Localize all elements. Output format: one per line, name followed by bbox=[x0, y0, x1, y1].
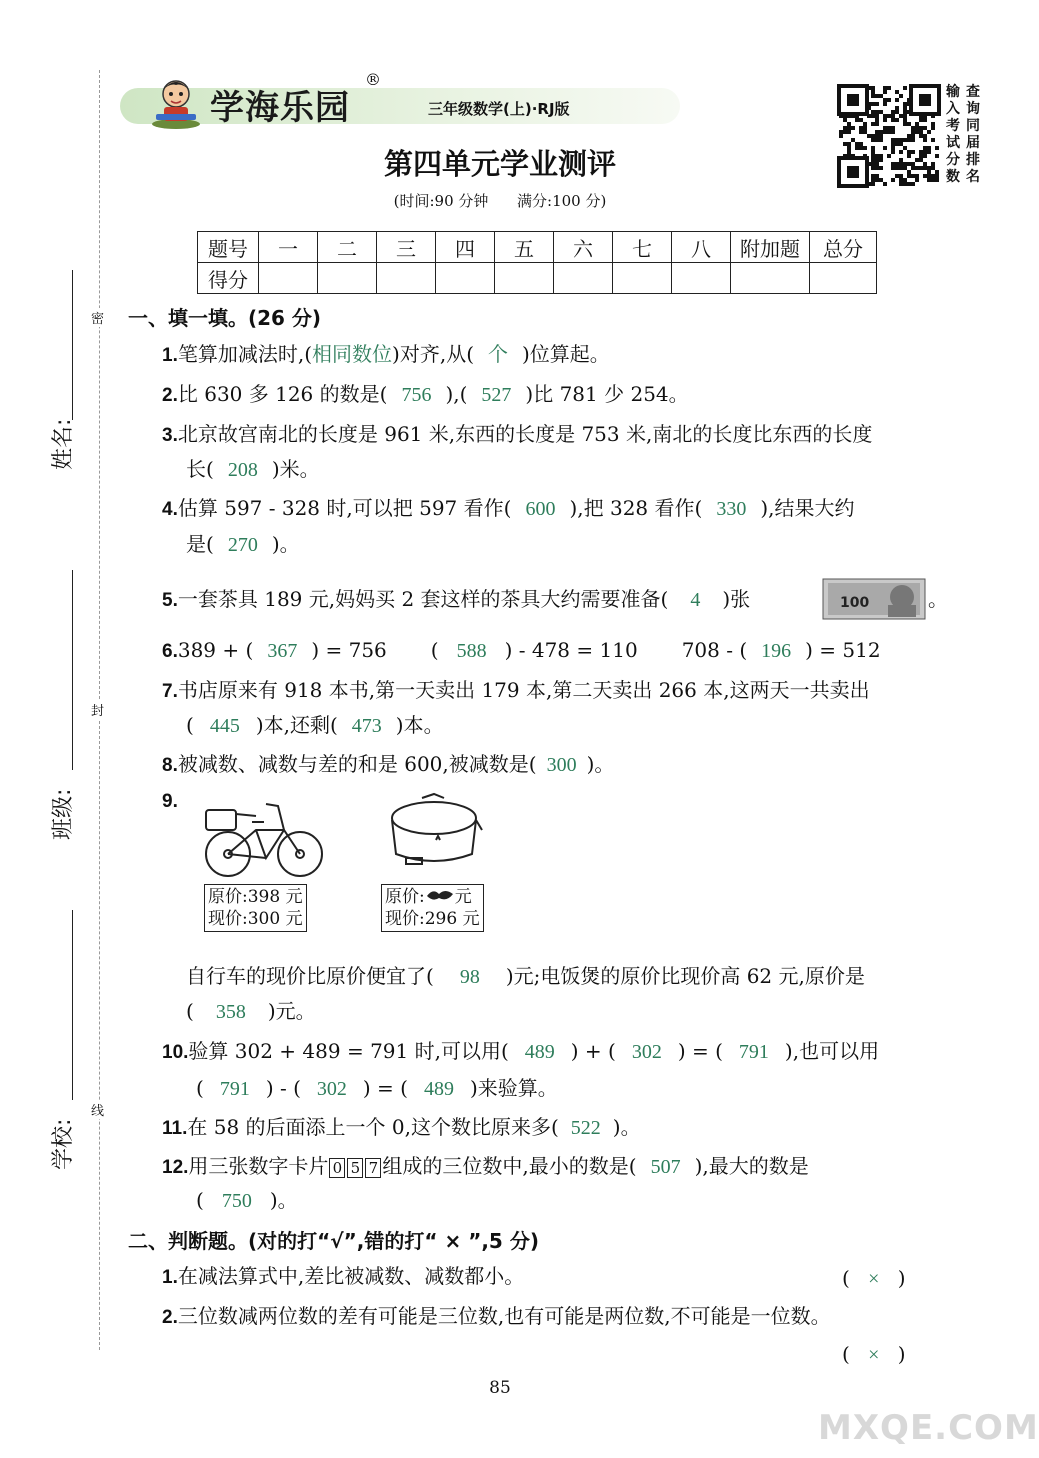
question-text: ) = 512 bbox=[805, 638, 881, 662]
answer[interactable]: 527 bbox=[481, 384, 512, 406]
score-input-cell[interactable] bbox=[672, 263, 731, 294]
judge-question-1 bbox=[162, 1262, 524, 1292]
question-3-line2 bbox=[186, 455, 320, 484]
score-input-cell[interactable] bbox=[377, 263, 436, 294]
seal-mark: 封 bbox=[91, 700, 104, 719]
question-text: 389 + ( bbox=[177, 638, 254, 662]
banknote-icon bbox=[822, 577, 926, 621]
question-text: )本。 bbox=[395, 713, 444, 737]
question-text: 一套茶具 189 元,妈妈买 2 套这样的茶具大约需要准备( bbox=[177, 587, 669, 611]
score-table-header-row bbox=[198, 232, 877, 263]
digit-card: 7 bbox=[365, 1158, 381, 1178]
current-price: 现价:300 元 bbox=[208, 909, 303, 929]
question-2 bbox=[162, 380, 689, 410]
question-number: 1. bbox=[162, 1267, 178, 1288]
question-text: )对齐,从( bbox=[392, 342, 474, 366]
school-field[interactable] bbox=[72, 910, 74, 1100]
question-12 bbox=[162, 1152, 809, 1182]
question-number: 10. bbox=[162, 1042, 189, 1063]
question-text: )元;电饭煲的原价比现价高 62 元,原价是 bbox=[505, 964, 865, 988]
table-cell: 总分 bbox=[810, 232, 877, 263]
header-banner bbox=[120, 88, 680, 124]
price-label: 原价: bbox=[385, 887, 425, 907]
question-text: )元。 bbox=[267, 999, 316, 1023]
answer[interactable]: 相同数位 bbox=[312, 344, 393, 366]
question-text: 笔算加减法时,( bbox=[177, 342, 313, 366]
score-table-score-row bbox=[198, 263, 877, 294]
question-text: ( bbox=[430, 638, 439, 662]
qr-char: 考 bbox=[946, 118, 960, 134]
table-cell: 八 bbox=[672, 232, 731, 263]
question-text: ) = ( bbox=[362, 1076, 408, 1100]
question-text: 用三张数字卡片 bbox=[188, 1154, 329, 1178]
question-text: )本,还剩( bbox=[255, 713, 338, 737]
question-5-end: 。 bbox=[928, 587, 948, 611]
question-text: ) - 478 = 110 bbox=[504, 638, 638, 662]
original-price: 原价:398 元 bbox=[208, 887, 303, 907]
answer[interactable]: 473 bbox=[351, 715, 382, 737]
score-input-cell[interactable] bbox=[495, 263, 554, 294]
question-number: 5. bbox=[162, 590, 178, 611]
answer[interactable]: 600 bbox=[525, 498, 556, 520]
name-label: 姓名: bbox=[51, 418, 76, 470]
grade-label: 三年级数学(上)·RJ版 bbox=[428, 100, 570, 118]
qr-char: 入 bbox=[946, 101, 960, 117]
table-cell: 二 bbox=[318, 232, 377, 263]
qr-char: 同 bbox=[966, 118, 980, 134]
question-text: 在 58 的后面添上一个 0,这个数比原来多( bbox=[187, 1115, 559, 1139]
ink-blot-icon bbox=[425, 886, 455, 908]
score-input-cell[interactable] bbox=[259, 263, 318, 294]
qr-char: 分 bbox=[946, 152, 960, 168]
question-10 bbox=[162, 1037, 879, 1067]
question-number: 11. bbox=[162, 1118, 188, 1139]
answer[interactable]: 98 bbox=[459, 966, 480, 988]
question-text: 组成的三位数中,最小的数是( bbox=[382, 1154, 637, 1178]
answer[interactable]: 588 bbox=[456, 640, 487, 662]
name-field[interactable] bbox=[72, 270, 74, 420]
answer[interactable]: 个 bbox=[488, 344, 508, 366]
page-number: 85 bbox=[489, 1378, 511, 1398]
qr-char: 输 bbox=[946, 84, 960, 100]
question-text: )。 bbox=[612, 1115, 641, 1139]
question-text: ) - ( bbox=[265, 1076, 301, 1100]
section-heading: 二、判断题。(对的打“√”,错的打“ × ”,5 分) bbox=[128, 1229, 539, 1253]
answer[interactable]: 489 bbox=[524, 1041, 555, 1063]
question-text: 书店原来有 918 本书,第一天卖出 179 本,第二天卖出 266 本,这两天一共卖出 bbox=[177, 678, 870, 702]
question-text: ),( bbox=[445, 382, 468, 406]
question-text: 验算 302 + 489 = 791 时,可以用( bbox=[188, 1039, 509, 1063]
answer[interactable]: 489 bbox=[423, 1078, 454, 1100]
question-text: )张 bbox=[722, 587, 751, 611]
score-input-cell[interactable] bbox=[810, 263, 877, 294]
question-text: 708 - ( bbox=[681, 638, 748, 662]
question-text: ),结果大约 bbox=[760, 496, 855, 520]
answer[interactable]: 358 bbox=[215, 1001, 246, 1023]
question-10-line2 bbox=[196, 1074, 558, 1103]
score-input-cell[interactable] bbox=[554, 263, 613, 294]
qr-char: 名 bbox=[966, 169, 980, 185]
question-number: 2. bbox=[162, 1307, 178, 1328]
cooker-price-box bbox=[381, 884, 484, 932]
question-7 bbox=[162, 676, 870, 706]
bicycle-price-box bbox=[204, 884, 307, 932]
question-text: )来验算。 bbox=[469, 1076, 558, 1100]
answer[interactable]: 270 bbox=[227, 534, 258, 556]
question-text: 三位数减两位数的差有可能是三位数,也有可能是两位数,不可能是一位数。 bbox=[177, 1304, 831, 1328]
section-heading: 一、填一填。(26 分) bbox=[128, 306, 322, 330]
question-text: ) + ( bbox=[570, 1039, 616, 1063]
answer[interactable]: 196 bbox=[761, 640, 792, 662]
score-input-cell[interactable] bbox=[731, 263, 810, 294]
judge-answer-1[interactable]: ( × ) bbox=[842, 1266, 906, 1290]
question-text: 比 630 多 126 的数是( bbox=[177, 382, 388, 406]
question-number: 8. bbox=[162, 755, 178, 776]
question-5 bbox=[162, 585, 750, 615]
table-cell: 附加题 bbox=[731, 232, 810, 263]
question-text: ( bbox=[186, 999, 194, 1023]
mascot-logo-icon bbox=[148, 74, 204, 130]
qr-char: 试 bbox=[946, 135, 960, 151]
judge-answer-2[interactable]: ( × ) bbox=[842, 1342, 906, 1366]
answer[interactable]: 750 bbox=[221, 1190, 252, 1212]
qr-char: 查 bbox=[966, 84, 980, 100]
banknote-value: 100 bbox=[840, 595, 870, 611]
question-text: 自行车的现价比原价便宜了( bbox=[186, 964, 434, 988]
answer[interactable]: 330 bbox=[716, 498, 747, 520]
question-number: 1. bbox=[162, 345, 178, 366]
question-text: )米。 bbox=[271, 457, 320, 481]
qr-char: 数 bbox=[946, 169, 960, 185]
question-text: )比 781 少 254。 bbox=[525, 382, 689, 406]
table-cell: 得分 bbox=[198, 263, 259, 294]
question-text: ( bbox=[196, 1188, 204, 1212]
question-text: 估算 597 - 328 时,可以把 597 看作( bbox=[177, 496, 512, 520]
question-text: 是( bbox=[186, 532, 214, 556]
question-9-text bbox=[186, 962, 865, 991]
question-3 bbox=[162, 420, 872, 450]
question-text: )位算起。 bbox=[522, 342, 610, 366]
seal-mark: 线 bbox=[91, 1100, 104, 1119]
answer[interactable]: 302 bbox=[631, 1041, 662, 1063]
judge-question-2 bbox=[162, 1302, 831, 1332]
question-9-line2 bbox=[186, 997, 316, 1026]
digit-card: 0 bbox=[329, 1158, 345, 1178]
answer[interactable]: 791 bbox=[219, 1078, 250, 1100]
score-input-cell[interactable] bbox=[613, 263, 672, 294]
score-input-cell[interactable] bbox=[318, 263, 377, 294]
original-price bbox=[385, 886, 480, 908]
rice-cooker-icon bbox=[384, 790, 488, 876]
school-label: 学校: bbox=[51, 1118, 76, 1170]
score-input-cell[interactable] bbox=[436, 263, 495, 294]
question-number: 4. bbox=[162, 499, 178, 520]
question-text: ) = 756 bbox=[311, 638, 387, 662]
page-title: 第四单元学业测评 bbox=[383, 147, 616, 181]
price-unit: 元 bbox=[454, 887, 472, 907]
question-9 bbox=[162, 786, 178, 816]
question-number: 12. bbox=[162, 1157, 189, 1178]
question-6 bbox=[162, 636, 881, 666]
table-cell: 五 bbox=[495, 232, 554, 263]
current-price: 现价:296 元 bbox=[385, 909, 480, 929]
answer[interactable]: 302 bbox=[316, 1078, 347, 1100]
question-7-line2 bbox=[186, 711, 444, 740]
table-cell: 三 bbox=[377, 232, 436, 263]
question-text: )。 bbox=[269, 1188, 298, 1212]
table-cell: 一 bbox=[259, 232, 318, 263]
answer[interactable]: 208 bbox=[227, 459, 258, 481]
answer[interactable]: 791 bbox=[738, 1041, 769, 1063]
answer[interactable]: 445 bbox=[209, 715, 240, 737]
table-cell: 四 bbox=[436, 232, 495, 263]
question-text: ( bbox=[196, 1076, 204, 1100]
answer[interactable]: 4 bbox=[690, 589, 701, 611]
question-number: 9. bbox=[162, 791, 178, 812]
watermark: MXQE.COM bbox=[818, 1408, 1039, 1448]
score-table bbox=[197, 231, 877, 294]
question-4 bbox=[162, 494, 854, 524]
table-cell: 六 bbox=[554, 232, 613, 263]
answer[interactable]: 367 bbox=[267, 640, 298, 662]
question-text: 在减法算式中,差比被减数、减数都小。 bbox=[177, 1264, 525, 1288]
seal-mark: 密 bbox=[91, 308, 104, 327]
question-text: 北京故宫南北的长度是 961 米,东西的长度是 753 米,南北的长度比东西的长度 bbox=[177, 422, 873, 446]
brand-name: 学海乐园 bbox=[210, 88, 350, 128]
question-12-line2 bbox=[196, 1186, 298, 1215]
question-number: 2. bbox=[162, 385, 178, 406]
answer[interactable]: 522 bbox=[570, 1117, 601, 1139]
question-text: ( bbox=[186, 713, 194, 737]
question-8 bbox=[162, 750, 614, 780]
exam-time-info: (时间:90 分钟 满分:100 分) bbox=[393, 192, 607, 210]
question-1 bbox=[162, 340, 610, 370]
question-text: )。 bbox=[586, 752, 615, 776]
question-text: ),也可以用 bbox=[784, 1039, 880, 1063]
question-text: ),最大的数是 bbox=[694, 1154, 809, 1178]
question-4-line2 bbox=[186, 530, 300, 559]
question-11 bbox=[162, 1113, 641, 1143]
qr-char: 排 bbox=[966, 152, 980, 168]
table-cell: 题号 bbox=[198, 232, 259, 263]
answer[interactable]: 300 bbox=[546, 754, 577, 776]
class-label: 班级: bbox=[51, 788, 76, 840]
bicycle-icon bbox=[200, 792, 328, 884]
question-text: ),把 328 看作( bbox=[569, 496, 703, 520]
question-text: 长( bbox=[186, 457, 214, 481]
class-field[interactable] bbox=[72, 570, 74, 770]
answer[interactable]: × bbox=[868, 1268, 880, 1290]
question-number: 7. bbox=[162, 681, 178, 702]
answer[interactable]: 507 bbox=[650, 1156, 681, 1178]
qr-char: 询 bbox=[966, 101, 980, 117]
question-text: )。 bbox=[271, 532, 300, 556]
answer[interactable]: 756 bbox=[401, 384, 432, 406]
question-text: 被减数、减数与差的和是 600,被减数是( bbox=[177, 752, 537, 776]
table-cell: 七 bbox=[613, 232, 672, 263]
question-number: 6. bbox=[162, 641, 178, 662]
answer[interactable]: × bbox=[868, 1344, 880, 1366]
qr-char: 届 bbox=[966, 135, 980, 151]
registered-mark: ® bbox=[365, 70, 381, 89]
question-text: ) = ( bbox=[677, 1039, 723, 1063]
question-number: 3. bbox=[162, 425, 178, 446]
digit-card: 5 bbox=[347, 1158, 363, 1178]
